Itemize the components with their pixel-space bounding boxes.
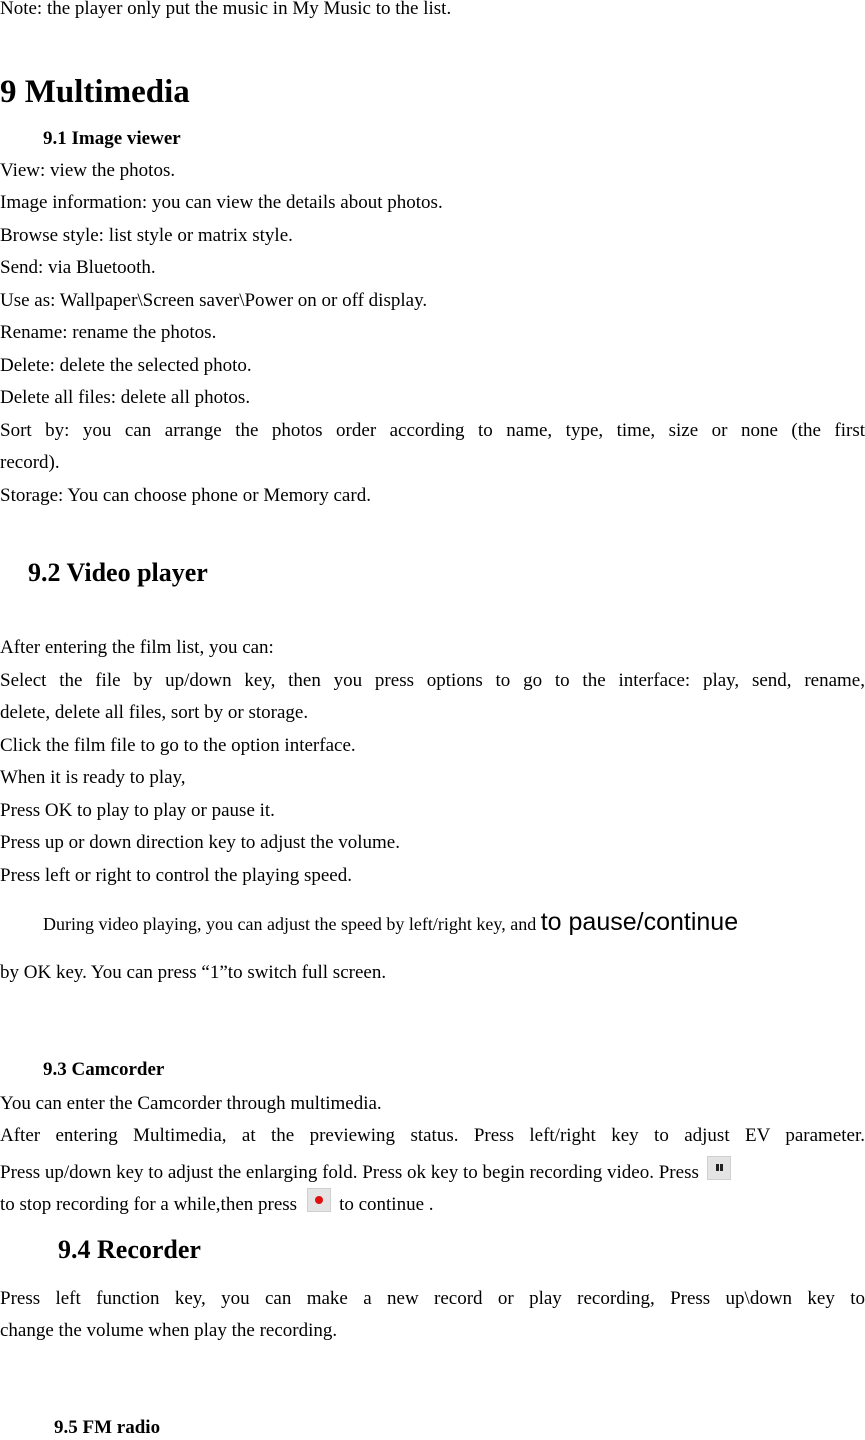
video-playing-text-large: to pause/continue	[540, 908, 739, 936]
record-icon	[307, 1188, 331, 1212]
image-viewer-line: Rename: rename the photos.	[0, 322, 217, 343]
image-viewer-line: Storage: You can choose phone or Memory card.	[0, 485, 371, 506]
video-player-line: Press up or down direction key to adjust the volume.	[0, 832, 400, 853]
camcorder-text: to continue .	[339, 1194, 434, 1215]
image-viewer-line: Image information: you can view the details about photos.	[0, 192, 443, 213]
video-playing-text: During video playing, you can adjust the speed by left/right key, and	[43, 914, 537, 934]
recorder-line: Press left function key, you can make a new record or play recording, Press up\down key to	[0, 1288, 865, 1309]
video-player-line: Press OK to play to play or pause it.	[0, 800, 275, 821]
video-player-line: Press left or right to control the playing speed.	[0, 865, 352, 886]
section-heading-recorder: 9.4 Recorder	[58, 1235, 201, 1264]
image-viewer-line: Delete: delete the selected photo.	[0, 355, 252, 376]
image-viewer-line: View: view the photos.	[0, 160, 176, 181]
pause-icon	[707, 1156, 731, 1180]
chapter-title: 9 Multimedia	[0, 74, 190, 110]
video-player-line: delete, delete all files, sort by or storage.	[0, 702, 309, 723]
camcorder-line	[0, 1188, 434, 1217]
image-viewer-line: Use as: Wallpaper\Screen saver\Power on or off display.	[0, 290, 428, 311]
section-heading-image-viewer: 9.1 Image viewer	[43, 128, 181, 149]
video-player-line: Click the film file to go to the option interface.	[0, 735, 356, 756]
video-player-line: Select the file by up/down key, then you press options to go to the interface: play, send, rename,	[0, 670, 865, 691]
video-playing-line: by OK key. You can press “1”to switch full screen.	[0, 962, 387, 983]
image-viewer-line: Delete all files: delete all photos.	[0, 387, 251, 408]
recorder-line: change the volume when play the recording.	[0, 1320, 338, 1341]
camcorder-line	[0, 1156, 865, 1185]
video-player-line: When it is ready to play,	[0, 767, 186, 788]
image-viewer-line: record).	[0, 452, 60, 473]
image-viewer-line: Send: via Bluetooth.	[0, 257, 156, 278]
camcorder-text: Press up/down key to adjust the enlarging fold. Press ok key to begin recording video. Press	[0, 1162, 699, 1183]
image-viewer-line: Browse style: list style or matrix style.	[0, 225, 293, 246]
section-heading-video-player: 9.2 Video player	[28, 558, 208, 587]
video-player-line: After entering the film list, you can:	[0, 637, 274, 658]
camcorder-line: After entering Multimedia, at the previewing status. Press left/right key to adjust EV parameter.	[0, 1125, 865, 1146]
section-heading-fm-radio: 9.5 FM radio	[54, 1417, 161, 1438]
camcorder-line: You can enter the Camcorder through multimedia.	[0, 1093, 382, 1114]
video-playing-paragraph	[43, 910, 738, 936]
image-viewer-line: Sort by: you can arrange the photos order according to name, type, time, size or none (the first	[0, 420, 865, 441]
note-line: Note: the player only put the music in My Music to the list.	[0, 0, 452, 19]
section-heading-camcorder: 9.3 Camcorder	[43, 1059, 165, 1080]
camcorder-text: to stop recording for a while,then press	[0, 1194, 298, 1215]
